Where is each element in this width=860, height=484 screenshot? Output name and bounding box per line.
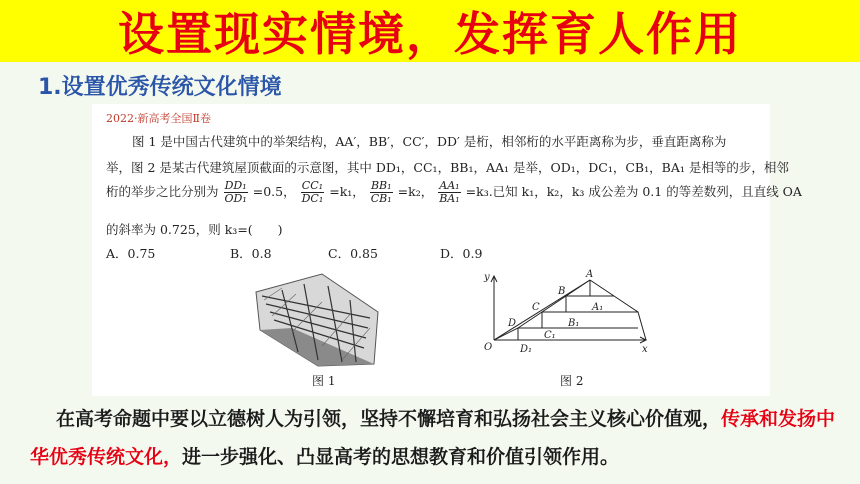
commentary-highlight: 传承和发扬中华优秀传统文化， (30, 408, 836, 468)
option-c: C．0.85 (328, 246, 378, 261)
question-line-3 (106, 180, 802, 205)
option-a: A．0.75 (106, 246, 156, 261)
fraction-numerator: BB₁ (370, 179, 392, 192)
question-line-1: 图 1 是中国古代建筑中的举架结构，AA′，BB′，CC′，DD′ 是桁，相邻桁的水平距离称为步，垂直距离称为 (132, 134, 727, 149)
diagram-label-c: C (532, 302, 540, 313)
option-d: D．0.9 (440, 246, 483, 261)
fraction-denominator: DC₁ (301, 192, 324, 205)
ratio-value-4: =k₃.已知 k₁，k₂，k₃ 成公差为 0.1 的等差数列，且直线 OA (465, 184, 802, 199)
ratio-value-3: =k₂， (397, 184, 434, 199)
diagram-label-d1: D₁ (520, 344, 533, 355)
diagram-label-d: D (508, 318, 517, 329)
diagram-label-a: A (586, 269, 594, 280)
fraction-numerator: CC₁ (301, 179, 324, 192)
commentary-part-1: 在高考命题中要以立德树人为引领，坚持不懈培育和弘扬社会主义核心价值观， (56, 408, 722, 430)
diagram-label-a1: A₁ (592, 302, 604, 313)
figure-2-caption: 图 2 (560, 374, 584, 388)
question-line-2: 举，图 2 是某古代建筑屋顶截面的示意图，其中 DD₁，CC₁，BB₁，AA₁ 是举，OD₁，DC₁，CB₁，BA₁ 是相等的步，相邻 (106, 160, 789, 175)
diagram-label-origin: O (484, 342, 493, 353)
fraction-numerator: DD₁ (224, 179, 247, 192)
slide-title: 设置现实情境，发挥育人作用 (118, 7, 742, 61)
fraction-denominator: CB₁ (370, 192, 392, 205)
ratio-value-1: =0.5， (252, 184, 296, 199)
section-heading: 1.设置优秀传统文化情境 (38, 75, 282, 100)
exam-source-tag: 2022·新高考全国Ⅱ卷 (106, 112, 211, 125)
title-banner (0, 0, 860, 62)
commentary-part-3: 进一步强化、凸显高考的思想教育和价值引领作用。 (182, 446, 620, 468)
question-line-3-prefix: 桁的举步之比分别为 (106, 184, 219, 199)
diagram-label-x: x (642, 344, 648, 355)
question-line-4: 的斜率为 0.725，则 k₃=( ) (106, 222, 283, 237)
fraction-denominator: OD₁ (224, 192, 247, 205)
ratio-fraction-2 (301, 180, 325, 205)
diagram-label-c1: C₁ (544, 330, 556, 341)
ratio-fraction-1 (224, 180, 248, 205)
ratio-fraction-3 (370, 180, 393, 205)
fraction-numerator: AA₁ (439, 179, 460, 192)
figure-1-caption: 图 1 (312, 374, 336, 388)
option-b: B．0.8 (230, 246, 272, 261)
roof-structure-illustration (252, 272, 382, 368)
diagram-label-b1: B₁ (568, 318, 580, 329)
fraction-denominator: BA₁ (439, 192, 460, 205)
exam-question-image (92, 104, 802, 396)
diagram-label-y: y (484, 272, 490, 283)
ratio-fraction-4 (438, 180, 460, 205)
ratio-value-2: =k₁， (329, 184, 365, 199)
commentary-paragraph (30, 400, 840, 476)
diagram-label-b: B (558, 286, 566, 297)
roof-section-diagram (482, 268, 652, 368)
